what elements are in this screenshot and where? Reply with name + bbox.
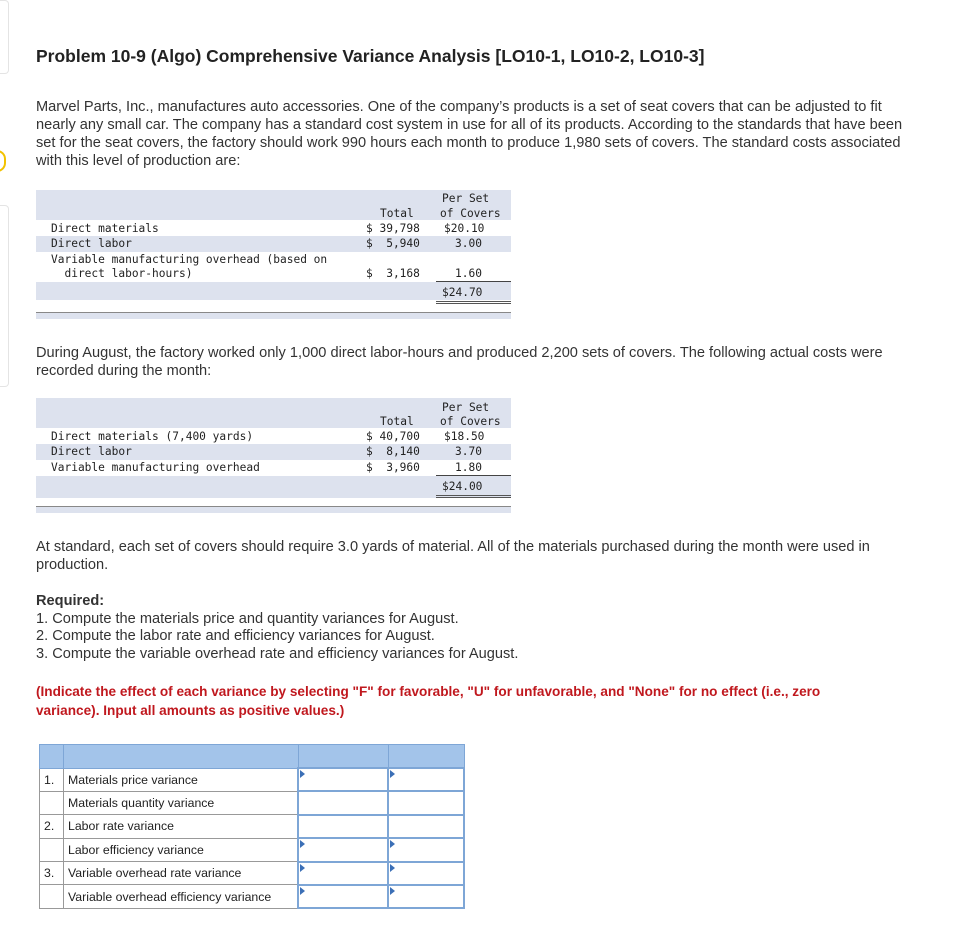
dropdown-marker-icon [390,770,395,778]
labor-rate-amount-input[interactable] [302,816,388,836]
effect-select-cell[interactable] [388,791,464,814]
effect-select-cell[interactable] [388,862,464,885]
column-header-per-set: Per Set [442,401,490,414]
amount-input-cell[interactable] [298,885,388,908]
column-header-total: Total [380,207,414,220]
variance-answer-table [39,744,465,909]
effect-select-cell[interactable] [388,838,464,861]
row-label: Direct labor [51,445,132,458]
left-edge-decoration [0,0,10,947]
row-label: Direct materials [51,222,159,235]
row-label: Variable manufacturing overhead (based on [51,253,328,266]
required-item: 1. Compute the materials price and quantity variances for August. [36,610,459,627]
row-label: Direct materials (7,400 yards) [51,430,254,443]
table-row-band [36,282,511,300]
materials-price-amount-input[interactable] [302,770,388,790]
table-row [40,815,465,838]
row-total: $ 39,798 [366,222,420,235]
table-row [40,791,465,814]
row-per-set: 3.70 [455,445,482,458]
dropdown-marker-icon [390,840,395,848]
input-marker-icon [300,864,305,872]
row-label: Variable manufacturing overhead [51,461,260,474]
august-line: recorded during the month: [36,363,212,379]
effect-select-cell[interactable] [388,768,464,791]
row-total: $ 3,168 [366,267,420,280]
instruction-note [36,682,936,720]
dropdown-marker-icon [390,887,395,895]
row-per-set: $20.10 [444,222,485,235]
column-header-total: Total [380,415,414,428]
left-edge-indicator [0,150,6,172]
instruction-line: variance). Input all amounts as positive values.) [36,703,345,718]
header-cell [388,745,464,769]
grand-total-per-set: $24.00 [442,480,483,493]
row-per-set: 1.80 [455,461,482,474]
standard-yards-line: production. [36,557,109,573]
row-per-set: 1.60 [455,267,482,280]
input-marker-icon [300,770,305,778]
row-per-set: 3.00 [455,237,482,250]
row-number [40,885,64,908]
effect-select-cell[interactable] [388,885,464,908]
row-number: 2. [40,815,64,838]
intro-line: with this level of production are: [36,153,241,169]
overhead-rate-amount-input[interactable] [302,863,388,883]
overhead-efficiency-amount-input[interactable] [302,887,388,907]
left-edge-frame [0,205,9,387]
required-item: 2. Compute the labor rate and efficiency variances for August. [36,628,435,644]
double-underline [436,301,511,304]
materials-quantity-amount-input[interactable] [302,793,388,813]
august-paragraph [36,344,980,380]
row-number [40,838,64,861]
variance-label: Variable overhead rate variance [64,862,299,885]
row-number: 3. [40,862,64,885]
amount-input-cell[interactable] [298,862,388,885]
row-number: 1. [40,768,64,791]
amount-input-cell[interactable] [298,791,388,814]
row-per-set: $18.50 [444,430,485,443]
row-label: Direct labor [51,237,132,250]
variance-label: Materials price variance [64,768,299,791]
variance-label: Labor efficiency variance [64,838,299,861]
standard-yards-line: At standard, each set of covers should require 3.0 yards of material. All of the materials purchased during the month were used in [36,539,870,555]
input-marker-icon [300,887,305,895]
standard-yards-paragraph [36,538,980,574]
double-underline [436,495,511,498]
variance-label: Materials quantity variance [64,791,299,814]
amount-input-cell[interactable] [298,768,388,791]
table-bottom-border [36,506,511,513]
table-row [40,838,465,861]
grand-total-per-set: $24.70 [442,286,483,299]
effect-select-cell[interactable] [388,815,464,838]
row-number [40,791,64,814]
amount-input-cell[interactable] [298,815,388,838]
table-row [40,885,465,908]
row-total: $ 8,140 [366,445,420,458]
row-total: $ 3,960 [366,461,420,474]
standard-cost-table [36,190,511,320]
column-header-of-covers: of Covers [440,415,501,428]
table-row [40,862,465,885]
intro-line: set for the seat covers, the factory should work 990 hours each month to produce 1,980 sets of covers. The standard costs associated [36,135,901,151]
subtotal-rule [436,281,511,282]
variance-label: Variable overhead efficiency variance [64,885,299,908]
left-edge-frame [0,0,9,74]
labor-efficiency-amount-input[interactable] [302,840,388,860]
actual-cost-table [36,398,511,516]
column-header-per-set: Per Set [442,192,490,205]
intro-line: Marvel Parts, Inc., manufactures auto accessories. One of the company’s products is a set of seat covers that can be adjusted to fit [36,99,882,115]
august-line: During August, the factory worked only 1,000 direct labor-hours and produced 2,200 sets of covers. The following actual costs were [36,345,883,361]
instruction-line: (Indicate the effect of each variance by selecting "F" for favorable, "U" for unfavorable, and "None" for no effect (i.e., zero [36,684,821,699]
problem-title: Problem 10-9 (Algo) Comprehensive Variance Analysis [LO10-1, LO10-2, LO10-3] [36,46,705,66]
required-item: 3. Compute the variable overhead rate and efficiency variances for August. [36,645,519,662]
input-marker-icon [300,840,305,848]
required-section [36,593,518,663]
table-row [40,768,465,791]
row-total: $ 40,700 [366,430,420,443]
header-cell [298,745,388,769]
subtotal-rule [436,475,511,476]
intro-paragraph [36,98,980,170]
row-label-continued: direct labor-hours) [51,267,193,280]
variance-label: Labor rate variance [64,815,299,838]
column-header-of-covers: of Covers [440,207,501,220]
table-bottom-border [36,312,511,319]
header-cell [64,745,299,769]
intro-line: nearly any small car. The company has a standard cost system in use for all of its products. According to the standards that have been [36,117,903,133]
header-cell [40,745,64,769]
required-title: Required: [36,593,105,609]
answer-table-header [40,745,465,769]
row-total: $ 5,940 [366,237,420,250]
amount-input-cell[interactable] [298,838,388,861]
dropdown-marker-icon [390,864,395,872]
